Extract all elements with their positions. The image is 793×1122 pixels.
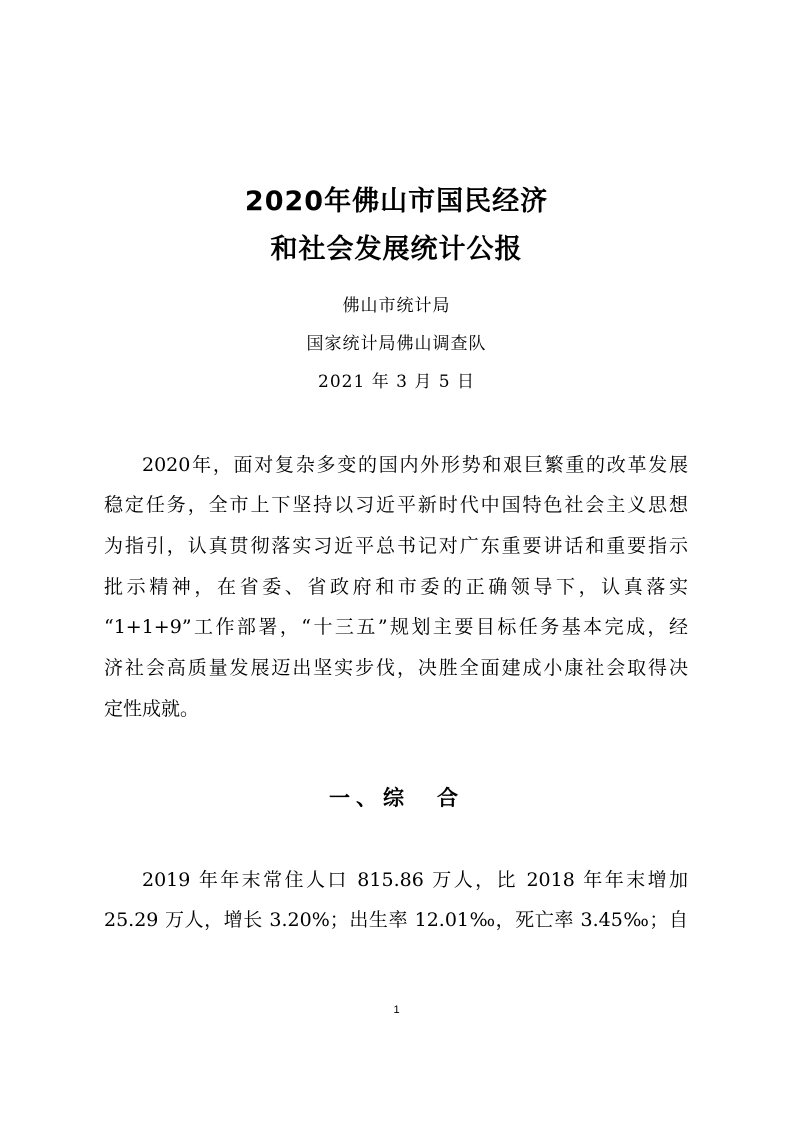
- section-line: 2019 年年末常住人口 815.86 万人，比 2018 年年末增加: [142, 869, 688, 891]
- document-title-line-1: 2020年佛山市国民经济: [244, 186, 549, 217]
- issuer-line-1: 佛山市统计局: [342, 296, 451, 316]
- intro-line: 济社会高质量发展迈出坚实步伐，决胜全面建成小康社会取得决: [104, 657, 688, 679]
- document-title-line-2: 和社会发展统计公报: [270, 234, 523, 265]
- intro-line: 2020年，面对复杂多变的国内外形势和艰巨繁重的改革发展: [142, 454, 688, 476]
- section-line: 25.29 万人，增长 3.20%；出生率 12.01‰，死亡率 3.45‰；自: [104, 909, 688, 931]
- intro-line: 稳定任务，全市上下坚持以习近平新时代中国特色社会主义思想: [104, 494, 688, 516]
- publish-date: 2021 年 3 月 5 日: [318, 372, 475, 392]
- intro-line: “1+1+9”工作部署，“十三五”规划主要目标任务基本完成，经: [104, 616, 688, 638]
- page-number: 1: [393, 1004, 400, 1016]
- section-heading: 一、综 合: [329, 786, 464, 810]
- intro-line: 为指引，认真贯彻落实习近平总书记对广东重要讲话和重要指示: [104, 535, 688, 557]
- intro-line: 定性成就。: [104, 698, 200, 720]
- issuer-line-2: 国家统计局佛山调查队: [306, 334, 487, 354]
- intro-line: 批示精神，在省委、省政府和市委的正确领导下，认真落实: [104, 576, 688, 598]
